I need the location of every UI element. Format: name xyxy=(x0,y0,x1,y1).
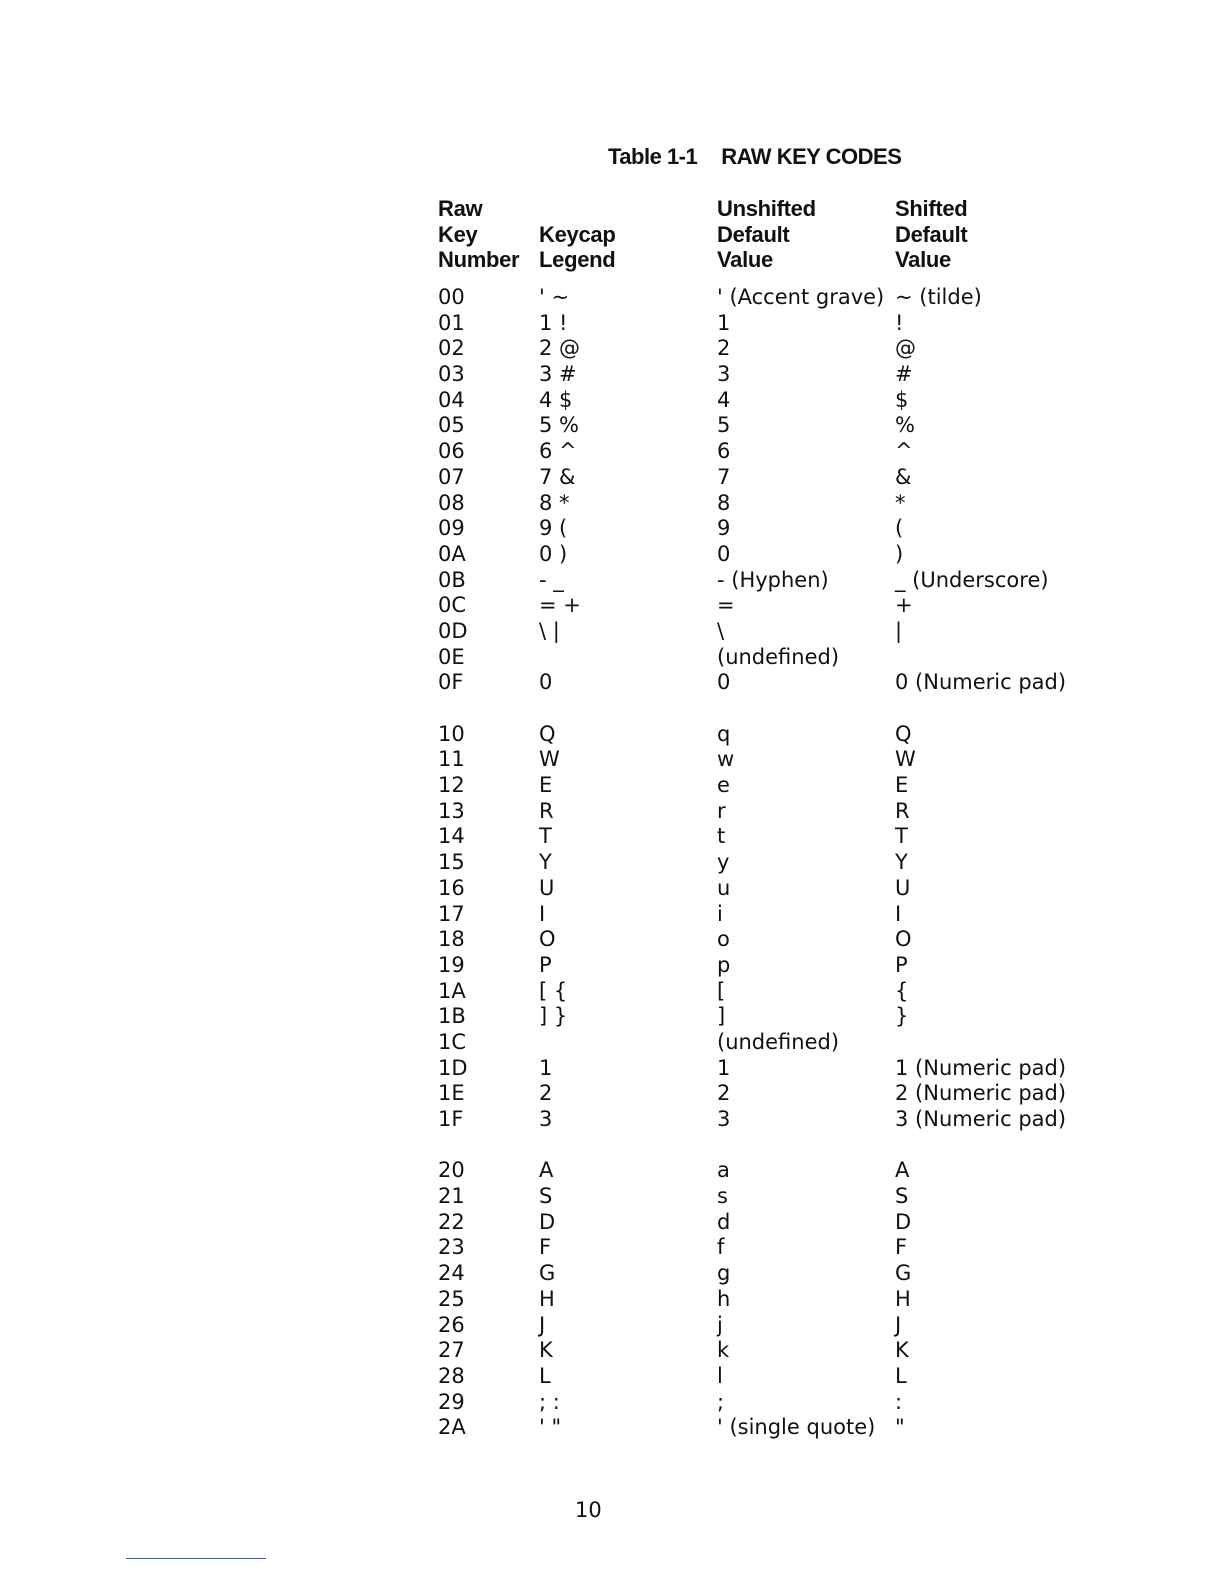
unshifted-value-cell: 6 xyxy=(717,439,731,464)
keycap-legend-cell: I xyxy=(539,901,546,926)
table-row xyxy=(0,619,1224,645)
raw-key-number-cell: 12 xyxy=(438,773,465,798)
unshifted-value-cell: = xyxy=(717,593,735,618)
unshifted-value-cell: y xyxy=(717,850,730,875)
shifted-value-cell: A xyxy=(895,1158,910,1183)
raw-key-number-cell: 06 xyxy=(438,439,465,464)
header-line: Default xyxy=(895,221,968,247)
raw-key-number-cell: 22 xyxy=(438,1209,465,1234)
shifted-value-cell: S xyxy=(895,1184,909,1209)
shifted-value-cell: # xyxy=(895,362,913,387)
table-row xyxy=(0,824,1224,850)
unshifted-value-cell: ] xyxy=(717,1004,726,1029)
unshifted-value-cell: o xyxy=(717,927,730,952)
table-row xyxy=(0,1338,1224,1364)
table-row xyxy=(0,568,1224,594)
shifted-value-cell: 2 (Numeric pad) xyxy=(895,1081,1067,1106)
unshifted-value-cell: 0 xyxy=(717,670,731,695)
keycap-legend-cell: D xyxy=(539,1209,556,1234)
keycap-legend-cell: 2 @ xyxy=(539,336,581,361)
shifted-value-cell: | xyxy=(895,618,903,643)
shifted-value-cell: 0 (Numeric pad) xyxy=(895,670,1067,695)
page-number: 10 xyxy=(575,1498,602,1522)
unshifted-value-cell: 0 xyxy=(717,541,731,566)
group-spacer xyxy=(0,696,1224,722)
raw-key-number-cell: 04 xyxy=(438,387,465,412)
keycap-legend-cell: \ | xyxy=(539,618,560,643)
unshifted-value-cell: u xyxy=(717,875,731,900)
shifted-value-cell: W xyxy=(895,747,916,772)
raw-key-number-cell: 0E xyxy=(438,644,465,669)
shifted-value-cell: & xyxy=(895,464,912,489)
table-row xyxy=(0,1030,1224,1056)
shifted-value-cell: 1 (Numeric pad) xyxy=(895,1055,1067,1080)
keycap-legend-cell: ] } xyxy=(539,1004,568,1029)
unshifted-value-cell: ' (Accent grave) xyxy=(717,285,885,309)
keycap-legend-cell: P xyxy=(539,952,552,977)
table-row xyxy=(0,876,1224,902)
table-row xyxy=(0,413,1224,439)
keycap-legend-cell: Y xyxy=(539,850,552,875)
keycap-legend-cell: L xyxy=(539,1363,551,1388)
raw-key-number-cell: 0C xyxy=(438,593,467,618)
raw-key-number-cell: 25 xyxy=(438,1286,465,1311)
raw-key-number-cell: 05 xyxy=(438,413,465,438)
header-raw-key-number xyxy=(438,196,519,273)
keycap-legend-cell: 9 ( xyxy=(539,516,568,541)
table-row xyxy=(0,1107,1224,1133)
shifted-value-cell: J xyxy=(895,1312,902,1337)
table-row xyxy=(0,747,1224,773)
table-row xyxy=(0,927,1224,953)
raw-key-number-cell: 09 xyxy=(438,516,465,541)
keycap-legend-cell: R xyxy=(539,798,554,823)
keycap-legend-cell: 4 $ xyxy=(539,387,573,412)
table-row xyxy=(0,645,1224,671)
table-row xyxy=(0,1261,1224,1287)
header-line: Number xyxy=(438,247,520,272)
table-row xyxy=(0,1415,1224,1441)
unshifted-value-cell: ' (single quote) xyxy=(717,1415,876,1440)
unshifted-value-cell: j xyxy=(717,1312,723,1337)
raw-key-number-cell: 28 xyxy=(438,1363,465,1388)
raw-key-number-cell: 18 xyxy=(438,927,465,952)
keycap-legend-cell: 1 xyxy=(539,1055,553,1080)
shifted-value-cell: @ xyxy=(895,336,916,361)
keycap-legend-cell: U xyxy=(539,875,555,900)
shifted-value-cell: ~ (tilde) xyxy=(895,285,982,309)
shifted-value-cell: ! xyxy=(895,310,904,335)
table-row xyxy=(0,799,1224,825)
raw-key-number-cell: 20 xyxy=(438,1158,465,1183)
table-row xyxy=(0,542,1224,568)
keycap-legend-cell: 0 ) xyxy=(539,541,568,566)
unshifted-value-cell: (undefined) xyxy=(717,1029,840,1054)
keycap-legend-cell: F xyxy=(539,1235,552,1260)
keycap-legend-cell: A xyxy=(539,1158,554,1183)
keycap-legend-cell: Q xyxy=(539,721,556,746)
keycap-legend-cell: O xyxy=(539,927,556,952)
keycap-legend-cell: 6 ^ xyxy=(539,439,577,464)
unshifted-value-cell: 7 xyxy=(717,464,731,489)
raw-key-number-cell: 2A xyxy=(438,1415,466,1440)
table-row xyxy=(0,285,1224,311)
table-row xyxy=(0,902,1224,928)
header-line: Shifted xyxy=(895,196,968,221)
unshifted-value-cell: 8 xyxy=(717,490,731,515)
table-row xyxy=(0,593,1224,619)
table-row xyxy=(0,1235,1224,1261)
group-spacer xyxy=(0,1133,1224,1159)
header-keycap-legend xyxy=(539,222,615,273)
header-line: Value xyxy=(717,247,773,272)
keycap-legend-cell: - _ xyxy=(539,567,564,592)
header-line: Default xyxy=(717,221,790,247)
raw-key-number-cell: 29 xyxy=(438,1389,465,1414)
keycap-legend-cell: 3 xyxy=(539,1107,553,1131)
shifted-value-cell: G xyxy=(895,1261,912,1286)
shifted-value-cell: Q xyxy=(895,721,912,746)
raw-key-codes-table xyxy=(0,285,1224,1441)
table-title xyxy=(608,144,901,170)
raw-key-number-cell: 0F xyxy=(438,670,464,695)
raw-key-number-cell: 0D xyxy=(438,618,468,643)
shifted-value-cell: R xyxy=(895,798,910,823)
shifted-value-cell: I xyxy=(895,901,902,926)
raw-key-number-cell: 1C xyxy=(438,1029,467,1054)
raw-key-number-cell: 23 xyxy=(438,1235,465,1260)
keycap-legend-cell: G xyxy=(539,1261,556,1286)
header-unshifted-default-value xyxy=(717,196,816,273)
keycap-legend-cell: 2 xyxy=(539,1081,553,1106)
raw-key-number-cell: 01 xyxy=(438,310,465,335)
header-line: Keycap xyxy=(539,221,616,247)
raw-key-number-cell: 1B xyxy=(438,1004,466,1029)
table-row xyxy=(0,722,1224,748)
table-row xyxy=(0,1158,1224,1184)
raw-key-number-cell: 15 xyxy=(438,850,465,875)
footnote-rule xyxy=(126,1558,266,1559)
unshifted-value-cell: 1 xyxy=(717,1055,731,1080)
raw-key-number-cell: 17 xyxy=(438,901,465,926)
keycap-legend-cell: 5 % xyxy=(539,413,579,438)
keycap-legend-cell: S xyxy=(539,1184,553,1209)
raw-key-number-cell: 26 xyxy=(438,1312,465,1337)
table-row xyxy=(0,465,1224,491)
keycap-legend-cell: [ { xyxy=(539,978,568,1003)
table-row xyxy=(0,1287,1224,1313)
unshifted-value-cell: 1 xyxy=(717,310,731,335)
table-row xyxy=(0,1081,1224,1107)
unshifted-value-cell: g xyxy=(717,1261,731,1286)
unshifted-value-cell: a xyxy=(717,1158,730,1183)
keycap-legend-cell: K xyxy=(539,1338,553,1363)
raw-key-number-cell: 1A xyxy=(438,978,466,1003)
keycap-legend-cell: ' ~ xyxy=(539,285,570,309)
table-title-text: RAW KEY CODES xyxy=(721,144,902,169)
table-row xyxy=(0,979,1224,1005)
unshifted-value-cell: 4 xyxy=(717,387,731,412)
shifted-value-cell: K xyxy=(895,1338,909,1363)
unshifted-value-cell: f xyxy=(717,1235,725,1260)
unshifted-value-cell: - (Hyphen) xyxy=(717,567,829,592)
unshifted-value-cell: 2 xyxy=(717,1081,731,1106)
shifted-value-cell: * xyxy=(895,490,906,515)
keycap-legend-cell: H xyxy=(539,1286,555,1311)
raw-key-number-cell: 13 xyxy=(438,798,465,823)
shifted-value-cell: % xyxy=(895,413,915,438)
unshifted-value-cell: l xyxy=(717,1363,723,1388)
shifted-value-cell: $ xyxy=(895,387,909,412)
unshifted-value-cell: h xyxy=(717,1286,731,1311)
table-row xyxy=(0,388,1224,414)
table-row xyxy=(0,1210,1224,1236)
shifted-value-cell: O xyxy=(895,927,912,952)
raw-key-number-cell: 1F xyxy=(438,1107,464,1131)
table-row xyxy=(0,1313,1224,1339)
table-row xyxy=(0,491,1224,517)
raw-key-number-cell: 03 xyxy=(438,362,465,387)
keycap-legend-cell: E xyxy=(539,773,553,798)
unshifted-value-cell: 3 xyxy=(717,362,731,387)
header-line: Value xyxy=(895,247,951,272)
unshifted-value-cell: w xyxy=(717,747,735,772)
raw-key-number-cell: 0A xyxy=(438,541,466,566)
table-row xyxy=(0,1390,1224,1416)
raw-key-number-cell: 02 xyxy=(438,336,465,361)
shifted-value-cell: } xyxy=(895,1004,909,1029)
header-shifted-default-value xyxy=(895,196,967,273)
keycap-legend-cell: T xyxy=(539,824,552,849)
unshifted-value-cell: [ xyxy=(717,978,726,1003)
unshifted-value-cell: q xyxy=(717,721,731,746)
raw-key-number-cell: 24 xyxy=(438,1261,465,1286)
keycap-legend-cell: ; : xyxy=(539,1389,560,1414)
unshifted-value-cell: ; xyxy=(717,1389,725,1414)
shifted-value-cell: ( xyxy=(895,516,904,541)
table-row xyxy=(0,439,1224,465)
unshifted-value-cell: r xyxy=(717,798,726,823)
header-line: Key xyxy=(438,221,478,247)
shifted-value-cell: Y xyxy=(895,850,908,875)
table-row xyxy=(0,311,1224,337)
unshifted-value-cell: i xyxy=(717,901,723,926)
unshifted-value-cell: t xyxy=(717,824,726,849)
unshifted-value-cell: d xyxy=(717,1209,731,1234)
table-row xyxy=(0,1364,1224,1390)
shifted-value-cell: L xyxy=(895,1363,907,1388)
keycap-legend-cell: 7 & xyxy=(539,464,576,489)
header-line: Unshifted xyxy=(717,196,816,221)
raw-key-number-cell: 10 xyxy=(438,721,465,746)
keycap-legend-cell: 8 * xyxy=(539,490,570,515)
unshifted-value-cell: s xyxy=(717,1184,728,1209)
table-row xyxy=(0,670,1224,696)
raw-key-number-cell: 27 xyxy=(438,1338,465,1363)
shifted-value-cell: : xyxy=(895,1389,903,1414)
raw-key-number-cell: 21 xyxy=(438,1184,465,1209)
keycap-legend-cell: 1 ! xyxy=(539,310,568,335)
table-row xyxy=(0,336,1224,362)
raw-key-number-cell: 14 xyxy=(438,824,465,849)
table-row xyxy=(0,362,1224,388)
shifted-value-cell: { xyxy=(895,978,909,1003)
shifted-value-cell: + xyxy=(895,593,913,618)
keycap-legend-cell: 0 xyxy=(539,670,553,695)
table-row xyxy=(0,773,1224,799)
raw-key-number-cell: 00 xyxy=(438,285,465,309)
unshifted-value-cell: \ xyxy=(717,618,725,643)
unshifted-value-cell: e xyxy=(717,773,730,798)
table-row xyxy=(0,850,1224,876)
shifted-value-cell: ^ xyxy=(895,439,913,464)
raw-key-number-cell: 16 xyxy=(438,875,465,900)
shifted-value-cell: H xyxy=(895,1286,911,1311)
unshifted-value-cell: (undefined) xyxy=(717,644,840,669)
raw-key-number-cell: 0B xyxy=(438,567,466,592)
keycap-legend-cell: J xyxy=(539,1312,546,1337)
unshifted-value-cell: 2 xyxy=(717,336,731,361)
keycap-legend-cell: W xyxy=(539,747,560,772)
keycap-legend-cell: ' " xyxy=(539,1415,562,1440)
raw-key-number-cell: 1E xyxy=(438,1081,465,1106)
shifted-value-cell: E xyxy=(895,773,909,798)
table-row xyxy=(0,1056,1224,1082)
table-row xyxy=(0,1184,1224,1210)
shifted-value-cell: P xyxy=(895,952,908,977)
shifted-value-cell: 3 (Numeric pad) xyxy=(895,1107,1067,1131)
shifted-value-cell: " xyxy=(895,1415,905,1440)
shifted-value-cell: U xyxy=(895,875,911,900)
header-line: Raw xyxy=(438,196,483,221)
header-line: Legend xyxy=(539,247,616,272)
shifted-value-cell: F xyxy=(895,1235,908,1260)
shifted-value-cell: ) xyxy=(895,541,904,566)
raw-key-number-cell: 07 xyxy=(438,464,465,489)
keycap-legend-cell: = + xyxy=(539,593,581,618)
table-row xyxy=(0,953,1224,979)
raw-key-number-cell: 11 xyxy=(438,747,465,772)
raw-key-number-cell: 08 xyxy=(438,490,465,515)
unshifted-value-cell: p xyxy=(717,952,731,977)
unshifted-value-cell: k xyxy=(717,1338,730,1363)
unshifted-value-cell: 5 xyxy=(717,413,731,438)
shifted-value-cell: T xyxy=(895,824,908,849)
raw-key-number-cell: 19 xyxy=(438,952,465,977)
raw-key-number-cell: 1D xyxy=(438,1055,468,1080)
table-number: Table 1-1 xyxy=(608,144,698,169)
table-row xyxy=(0,516,1224,542)
unshifted-value-cell: 3 xyxy=(717,1107,731,1131)
unshifted-value-cell: 9 xyxy=(717,516,731,541)
shifted-value-cell: D xyxy=(895,1209,912,1234)
keycap-legend-cell: 3 # xyxy=(539,362,577,387)
shifted-value-cell: _ (Underscore) xyxy=(895,567,1049,592)
table-row xyxy=(0,1004,1224,1030)
